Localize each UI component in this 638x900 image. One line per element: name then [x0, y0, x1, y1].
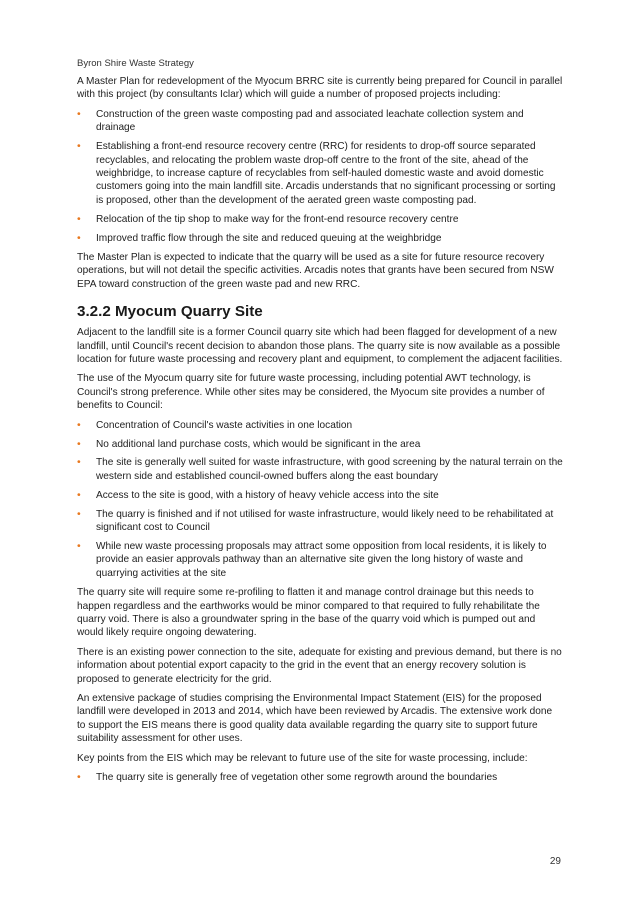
list-item: • While new waste processing proposals may attract some opposition from local residents, it is likely to provide an easier approvals pathway than an alternative site given the long history of waste and quarrying activities at the site: [77, 539, 547, 579]
master-plan-closing-paragraph: The Master Plan is expected to indicate that the quarry will be used as a site for future resource recovery operations, but will not detail the specific activities. Arcadis notes that grants have been secured from NSW EPA toward construction of the green waste pad and new RRC.: [77, 251, 554, 290]
list-item: • Improved traffic flow through the site and reduced queuing at the weighbridge: [77, 231, 442, 244]
bullet-icon: •: [77, 212, 81, 225]
bullet-icon: •: [77, 140, 81, 153]
bullet-icon: •: [77, 456, 81, 469]
bullet-icon: •: [77, 418, 81, 431]
bullet-icon: •: [77, 771, 81, 784]
running-header: Byron Shire Waste Strategy: [77, 58, 194, 69]
bullet-icon: •: [77, 488, 81, 501]
quarry-paragraph-3: The quarry site will require some re-profiling to flatten it and manage control drainage but this needs to happen regardless and the earthworks would be minor compared to that required to fully rehabilitate the quarry void. There is also a groundwater spring in the base of the quarry void which is pumped out and would likely require ongoing dewatering.: [77, 587, 540, 639]
quarry-paragraph-6: Key points from the EIS which may be relevant to future use of the site for waste processing, include:: [77, 752, 528, 764]
bullet-icon: •: [77, 107, 81, 120]
list-item: • Access to the site is good, with a history of heavy vehicle access into the site: [77, 488, 439, 501]
bullet-icon: •: [77, 231, 81, 244]
page-number: 29: [549, 856, 561, 867]
benefits-list: [77, 419, 563, 581]
quarry-paragraph-2: The use of the Myocum quarry site for future waste processing, including potential AWT technology, is Council's strong preference. While other sites may be considered, the Myocum site provides a number of benefits to Council:: [77, 373, 545, 412]
list-item: • The site is generally well suited for waste infrastructure, with good screening by the natural terrain on the western side and established council-owned buffers along the east boundary: [77, 456, 563, 482]
quarry-paragraph-4: There is an existing power connection to the site, adequate for existing and previous demand, but there is no information about potential export capacity to the grid in the event that an energy recovery solution is proposed to generate electricity for the grid.: [77, 646, 562, 685]
list-item: • The quarry site is generally free of vegetation other some regrowth around the boundaries: [77, 771, 498, 784]
bullet-icon: •: [77, 507, 81, 520]
list-item: • Construction of the green waste composting pad and associated leachate collection system and drainage: [77, 107, 524, 134]
list-item: • Concentration of Council's waste activities in one location: [77, 418, 353, 431]
intro-paragraph: A Master Plan for redevelopment of the Myocum BRRC site is currently being prepared for Council in parallel with this project (by consultants Iclar) which will guide a number of proposed projects including:: [77, 76, 563, 101]
list-item: • Relocation of the tip shop to make way for the front-end resource recovery centre: [77, 212, 459, 225]
eis-points-list: [77, 771, 563, 784]
master-plan-projects-list: [77, 108, 563, 245]
list-item: • The quarry is finished and if not utilised for waste infrastructure, would likely need to be rehabilitated at significant cost to Council: [77, 507, 554, 534]
section-heading: 3.2.2 Myocum Quarry Site: [77, 303, 263, 321]
quarry-paragraph-5: An extensive package of studies comprising the Environmental Impact Statement (EIS) for the proposed landfill were developed in 2013 and 2014, which have been reviewed by Arcadis. The extensive work done to support the EIS means there is good quality data available regarding the quarry site to support future suitability assessment for other uses.: [77, 693, 553, 745]
page-content: [77, 75, 563, 790]
bullet-icon: •: [77, 539, 81, 552]
list-item: • No additional land purchase costs, which would be significant in the area: [77, 437, 421, 450]
list-item: • Establishing a front-end resource recovery centre (RRC) for residents to drop-off source separated recyclables, and relocating the problem waste drop-off centre to the front of the site, ahead of the weighbridge, to increase capture of recyclables from self-hauled domestic waste and avoid domestic customers going into the main landfill site. Arcadis understands that no significant processing or sorting is proposed, other than the development of the aerated green waste composting pad.: [77, 140, 556, 206]
bullet-icon: •: [77, 437, 81, 450]
quarry-paragraph-1: Adjacent to the landfill site is a former Council quarry site which had been flagged for development of a new landfill, until Council's recent decision to abandon those plans. The quarry site is now available as a possible location for future waste processing and recovery plant and equipment, to complement the adjacent facilities.: [77, 327, 563, 365]
